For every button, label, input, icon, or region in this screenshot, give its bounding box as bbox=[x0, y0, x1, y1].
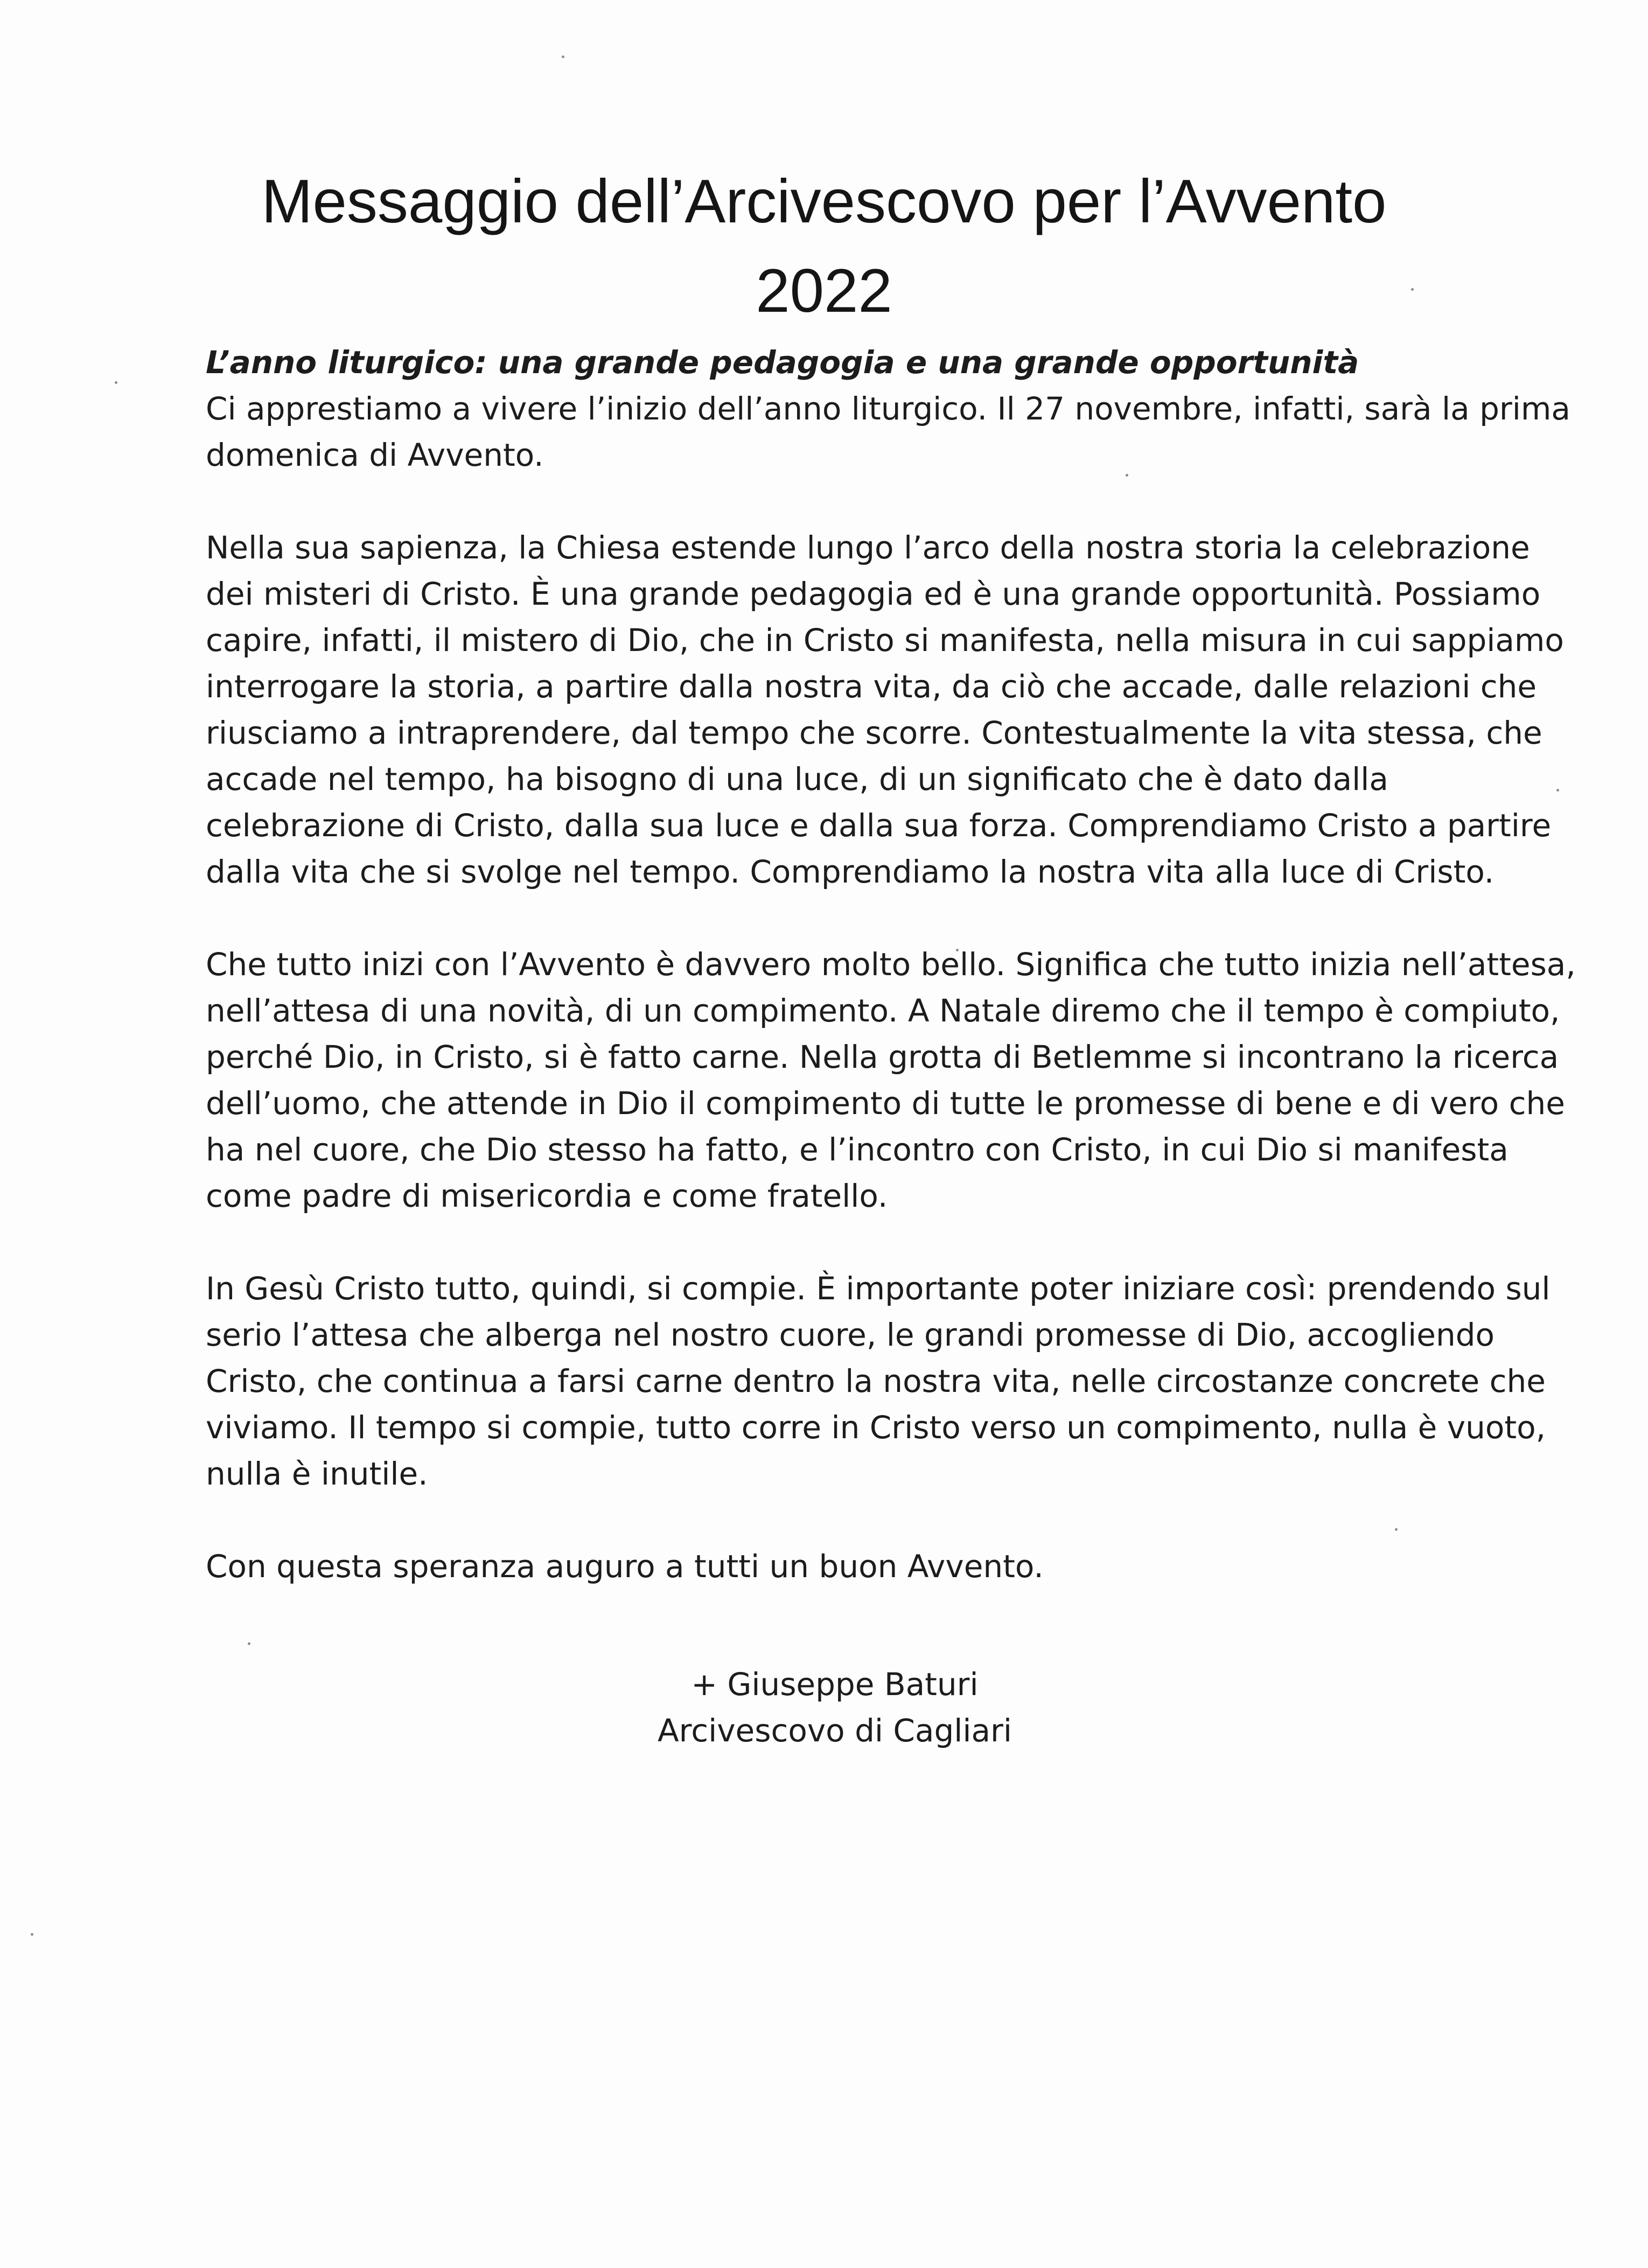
text-line: In Gesù Cristo tutto, quindi, si compie. È importante poter iniziare così: prendendo sul bbox=[206, 1270, 1551, 1307]
scan-speck bbox=[31, 1933, 33, 1936]
text-line: capire, infatti, il mistero di Dio, che in Cristo si manifesta, nella misura in cui sappiamo bbox=[206, 622, 1564, 659]
paragraph bbox=[206, 1265, 1551, 1497]
text-line: nell’attesa di una novità, di un compimento. A Natale diremo che il tempo è compiuto, bbox=[206, 992, 1560, 1029]
text-line: viviamo. Il tempo si compie, tutto corre in Cristo verso un compimento, nulla è vuoto, bbox=[206, 1409, 1546, 1446]
scan-speck bbox=[1556, 789, 1559, 792]
section-heading: L’anno liturgico: una grande pedagogia e una grande opportunità bbox=[206, 344, 1359, 381]
text-line: accade nel tempo, ha bisogno di una luce, di un significato che è dato dalla bbox=[206, 761, 1388, 797]
text-line: riusciamo a intraprendere, dal tempo che scorre. Contestualmente la vita stessa, che bbox=[206, 715, 1542, 751]
scan-speck bbox=[562, 55, 564, 58]
text-line: Cristo, che continua a farsi carne dentro la nostra vita, nelle circostanze concrete che bbox=[206, 1363, 1546, 1399]
title-line: Messaggio dell’Arcivescovo per l’Avvento bbox=[261, 167, 1387, 236]
text-line: ha nel cuore, che Dio stesso ha fatto, e l’incontro con Cristo, in cui Dio si manifesta bbox=[206, 1131, 1509, 1168]
scan-speck bbox=[115, 381, 117, 384]
signature-role: Arcivescovo di Cagliari bbox=[657, 1712, 1012, 1749]
text-line: serio l’attesa che alberga nel nostro cuore, le grandi promesse di Dio, accogliendo bbox=[206, 1317, 1495, 1353]
text-line: nulla è inutile. bbox=[206, 1455, 428, 1492]
text-line: come padre di misericordia e come fratello. bbox=[206, 1178, 888, 1214]
document-title bbox=[162, 157, 1486, 336]
text-line: dei misteri di Cristo. È una grande pedagogia ed è una grande opportunità. Possiamo bbox=[206, 576, 1541, 612]
scan-speck bbox=[248, 1642, 250, 1645]
paragraph bbox=[206, 524, 1564, 895]
paragraph bbox=[206, 941, 1576, 1219]
text-line: Che tutto inizi con l’Avvento è davvero molto bello. Significa che tutto inizia nell’attesa, bbox=[206, 946, 1576, 983]
text-line: celebrazione di Cristo, dalla sua luce e dalla sua forza. Comprendiamo Cristo a partire bbox=[206, 807, 1552, 844]
paragraph bbox=[206, 386, 1570, 478]
text-line: interrogare la storia, a partire dalla nostra vita, da ciò che accade, dalle relazioni che bbox=[206, 668, 1537, 705]
text-line: domenica di Avvento. bbox=[206, 437, 544, 473]
text-line: dell’uomo, che attende in Dio il compimento di tutte le promesse di bene e di vero che bbox=[206, 1085, 1565, 1122]
text-line: Ci apprestiamo a vivere l’inizio dell’anno liturgico. Il 27 novembre, infatti, sarà la prima bbox=[206, 390, 1570, 427]
document-body bbox=[206, 339, 1576, 1636]
text-line: dalla vita che si svolge nel tempo. Comprendiamo la nostra vita alla luce di Cristo. bbox=[206, 853, 1495, 890]
signature-name: + Giuseppe Baturi bbox=[691, 1666, 979, 1703]
text-line: Nella sua sapienza, la Chiesa estende lungo l’arco della nostra storia la celebrazione bbox=[206, 529, 1530, 566]
paragraph bbox=[206, 1543, 1509, 1590]
text-line: Con questa speranza auguro a tutti un buon Avvento. bbox=[206, 1548, 1044, 1585]
title-year: 2022 bbox=[756, 257, 892, 325]
signature-block bbox=[592, 1661, 1077, 1754]
text-line: perché Dio, in Cristo, si è fatto carne. Nella grotta di Betlemme si incontrano la ricerca bbox=[206, 1039, 1559, 1075]
